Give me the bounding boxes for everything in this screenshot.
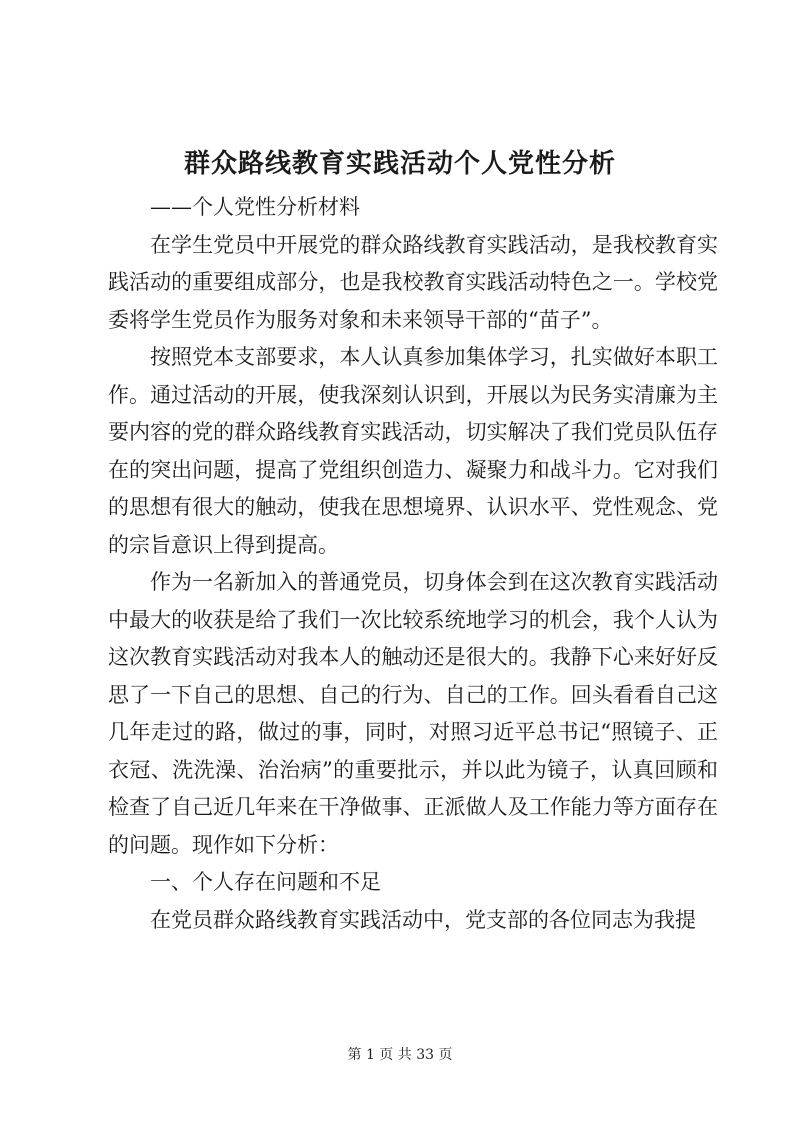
document-body [108,189,718,939]
section-heading: 一、个人存在问题和不足 [150,870,381,894]
paragraph-2: 按照党本支部要求，本人认真参加集体学习，扎实做好本职工作。通过活动的开展，使我深刻认识到，开展以为民务实清廉为主要内容的党的群众路线教育实践活动，切实解决了我们党员队伍存在的突出问题，提高了党组织创造力、凝聚力和战斗力。它对我们的思想有很大的触动，使我在思想境界、认识水平、党性观念、党的宗旨意识上得到提高。 [108,345,718,557]
page-number: 第 1 页 共 33 页 [347,1047,453,1063]
paragraph-4: 在党员群众路线教育实践活动中，党支部的各位同志为我提 [150,907,696,932]
subtitle: ——个人党性分析材料 [150,195,360,219]
paragraph-1: 在学生党员中开展党的群众路线教育实践活动，是我校教育实践活动的重要组成部分，也是我校教育实践活动特色之一。学校党委将学生党员作为服务对象和未来领导干部的“苗子”。 [108,232,718,332]
document-title: 群众路线教育实践活动个人党性分析 [183,149,616,179]
paragraph-3: 作为一名新加入的普通党员，切身体会到在这次教育实践活动中最大的收获是给了我们一次比较系统地学习的机会，我个人认为这次教育实践活动对我本人的触动还是很大的。我静下心来好好反思了一下自己的思想、自己的行为、自己的工作。回头看看自己这几年走过的路，做过的事，同时，对照习近平总书记“照镜子、正衣冠、洗洗澡、治治病”的重要批示，并以此为镜子，认真回顾和检查了自己近几年来在干净做事、正派做人及工作能力等方面存在的问题。现作如下分析： [108,570,718,857]
